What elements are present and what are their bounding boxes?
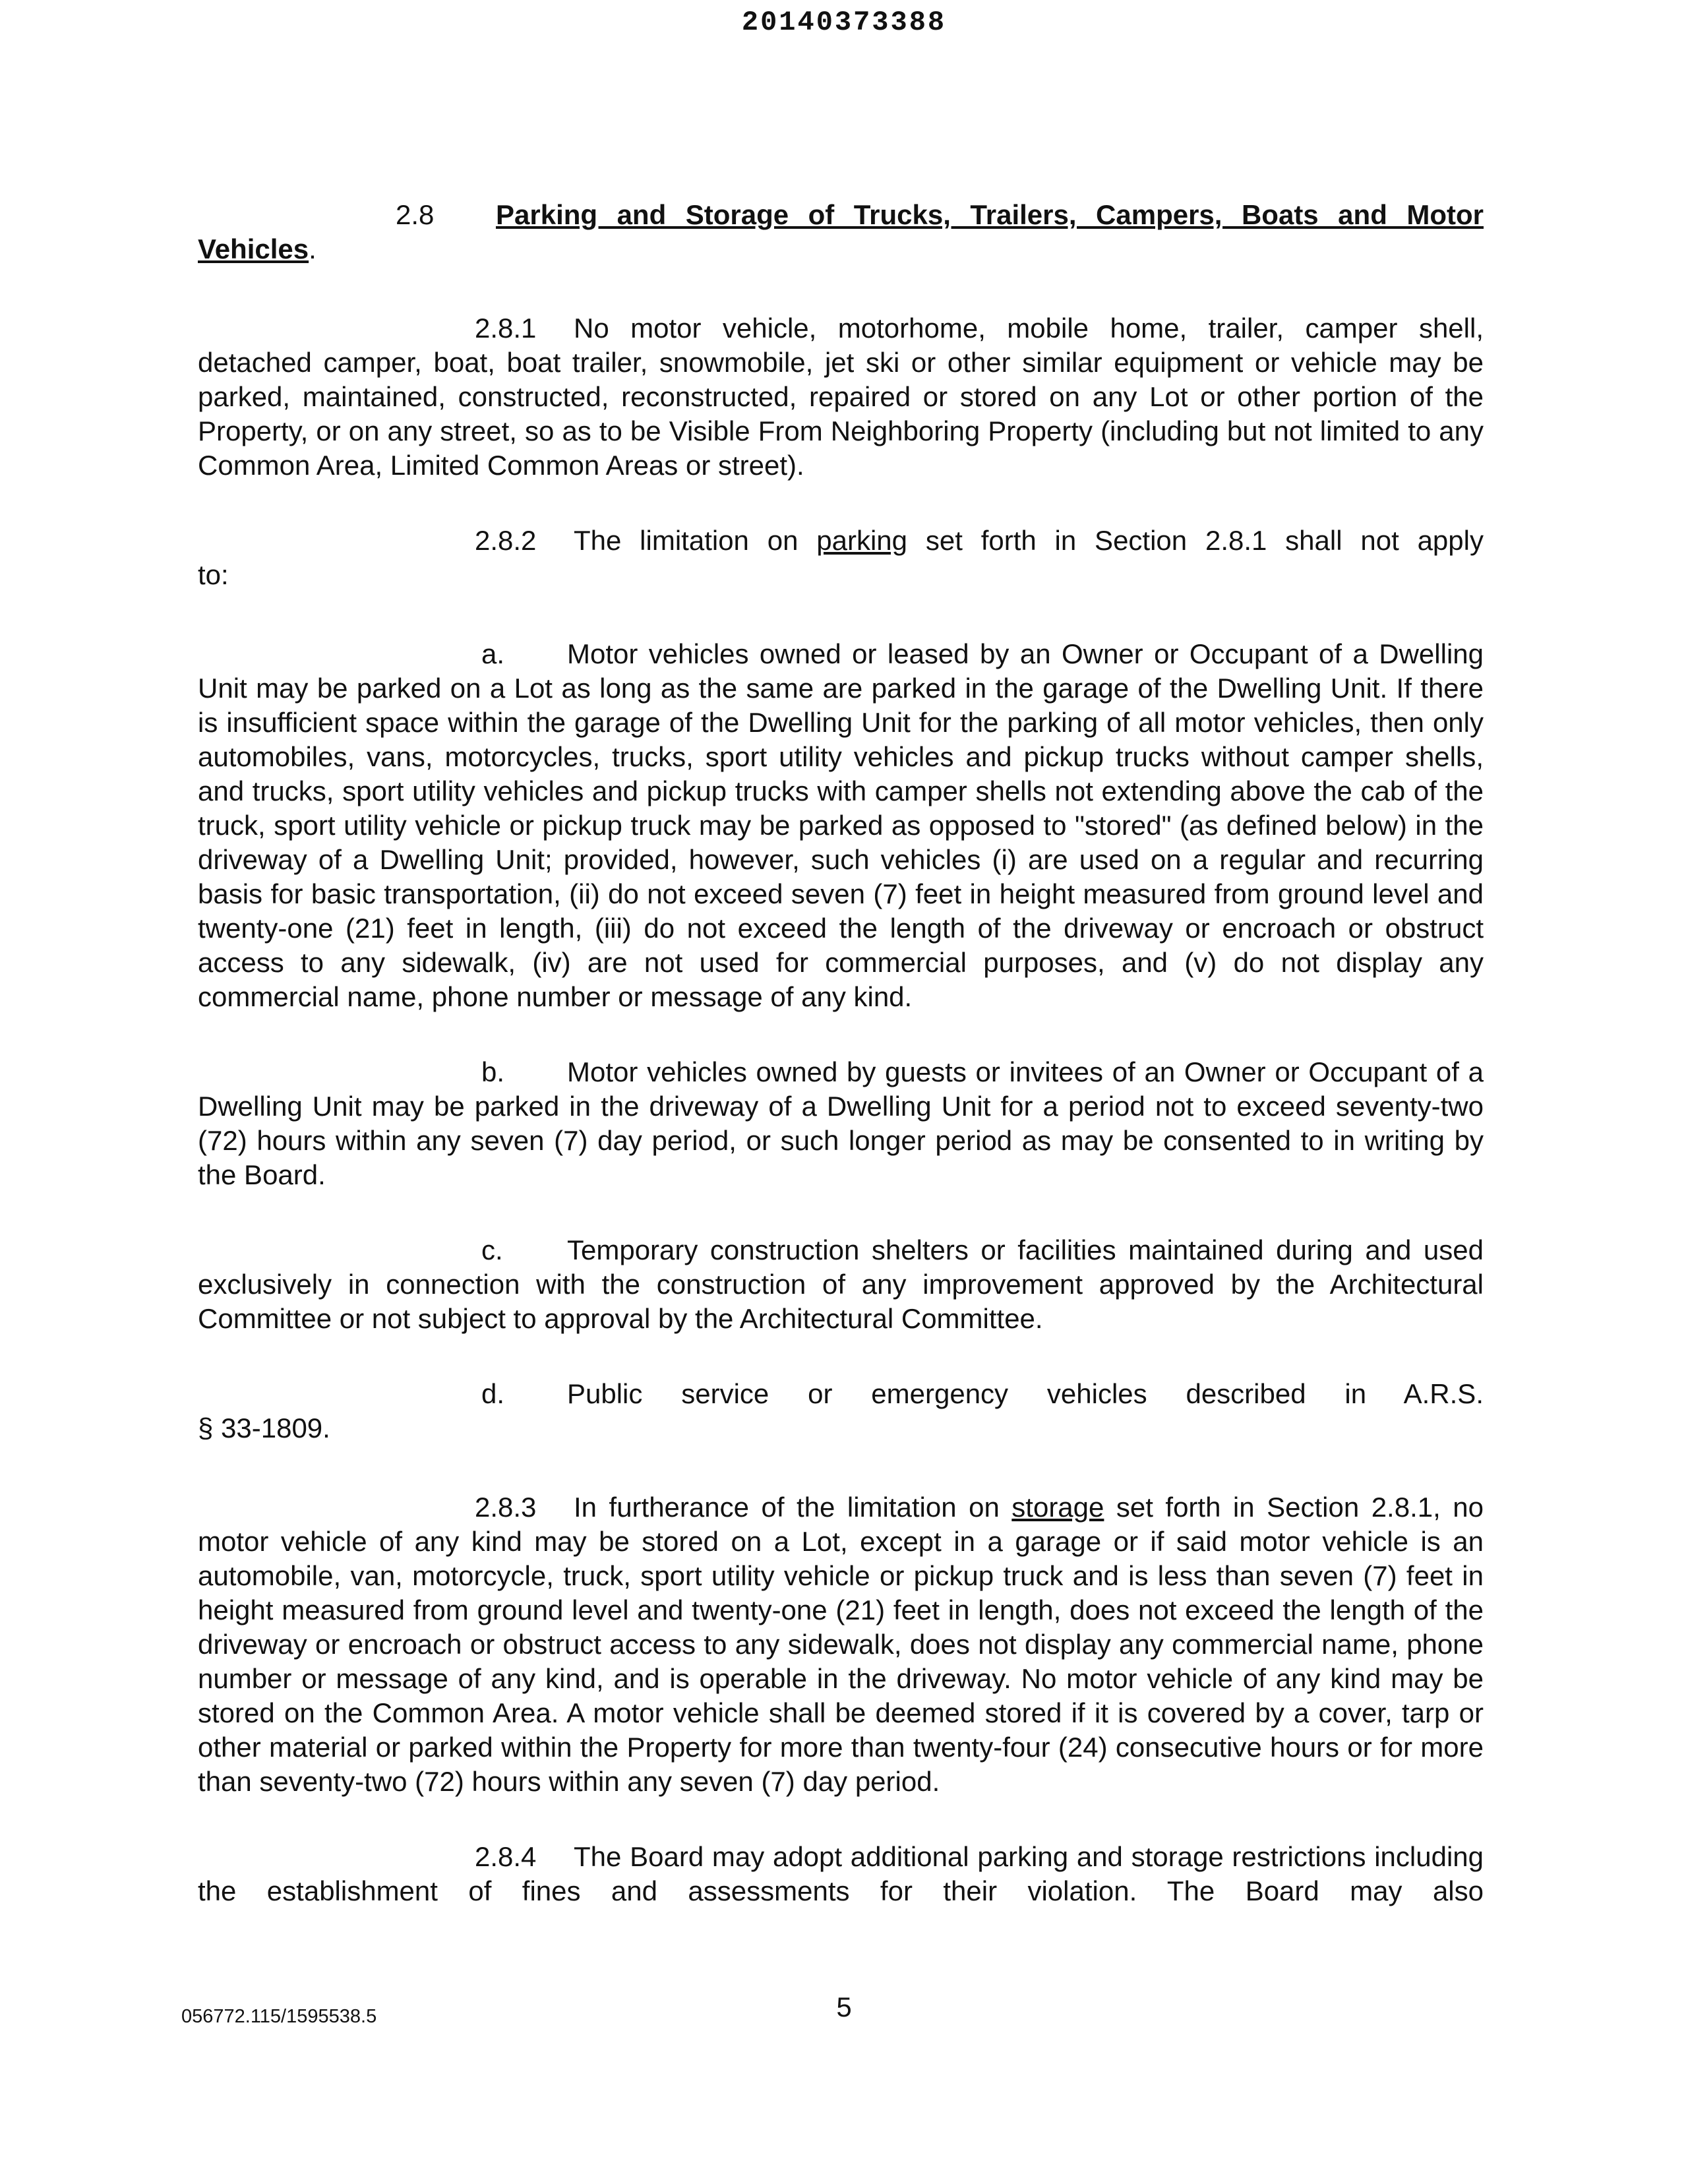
- list-item-b: [198, 1055, 1484, 1192]
- item-label: d.: [481, 1378, 505, 1409]
- item-text: Motor vehicles owned or leased by an Owner or Occupant of a Dwelling Unit may be parked on a Lot as long as the same are parked in the garage of the Dwelling Unit. If there is insufficient space within the garage of the Dwelling Unit for the parking of all motor vehicles, then only automobiles, vans, motorcycles, trucks, sport utility vehicles and pickup trucks without camper shells, and trucks, sport utility vehicles and pickup trucks with camper shells not extending above the cab of the truck, sport utility vehicle or pickup truck may be parked as opposed to "stored" (as defined below) in the driveway of a Dwelling Unit; provided, however, such vehicles (i) are used on a regular and recurring basis for basic transportation, (ii) do not exceed seven (7) feet in height measured from ground level and twenty-one (21) feet in length, (iii) do not exceed the length of the driveway or encroach or obstruct access to any sidewalk, (iv) are not used for commercial purposes, and (v) do not display any commercial name, phone number or message of any kind.: [198, 638, 1484, 1012]
- paragraph-2-8-2: [198, 524, 1484, 558]
- paragraph-2-8-4: [198, 1840, 1484, 1908]
- paragraph-number: 2.8.4: [475, 1841, 537, 1872]
- item-text: Motor vehicles owned by guests or invitees of an Owner or Occupant of a Dwelling Unit may be parked in the driveway of a Dwelling Unit for a period not to exceed seventy-two (72) hours within any seven (7) day period, or such longer period as may be consented to in writing by the Board.: [198, 1056, 1484, 1190]
- paragraph-text-after: set forth in Section 2.8.1, no motor vehicle of any kind may be stored on a Lot, except in a garage or if said motor vehicle is an automobile, van, motorcycle, truck, sport utility vehicle or pickup truck and is less than seven (7) feet in height measured from ground level and twenty-one (21) feet in length, does not exceed the length of the driveway or encroach or obstruct access to any sidewalk, does not display any commercial name, phone number or message of any kind, and is operable in the driveway. No motor vehicle of any kind may be stored on the Common Area. A motor vehicle shall be deemed stored if it is covered by a cover, tarp or other material or parked within the Property for more than twenty-four (24) consecutive hours or for more than seventy-two (72) hours within any seven (7) day period.: [198, 1492, 1484, 1797]
- document-body: [198, 198, 1484, 1908]
- list-item-d: [198, 1377, 1484, 1411]
- underlined-term-storage: storage: [1011, 1492, 1104, 1523]
- list-item-d-continuation: § 33-1809.: [198, 1412, 330, 1443]
- paragraph-2-8-1: [198, 311, 1484, 483]
- paragraph-number: 2.8.3: [475, 1492, 537, 1523]
- paragraph-text-before: The limitation on: [574, 525, 817, 556]
- item-label: a.: [481, 638, 505, 669]
- item-label: c.: [481, 1234, 503, 1265]
- list-item-c: [198, 1233, 1484, 1336]
- document-id: 056772.115/1595538.5: [181, 2006, 377, 2027]
- paragraph-number: 2.8.2: [475, 525, 537, 556]
- section-title-continuation: [198, 232, 1484, 266]
- section-heading-line: [198, 198, 1484, 232]
- document-number: 20140373388: [741, 7, 947, 38]
- paragraph-2-8-2-line: [475, 524, 1484, 558]
- item-label: b.: [481, 1056, 505, 1087]
- list-item-a: [198, 637, 1484, 1014]
- paragraph-text: The Board may adopt additional parking and storage restrictions including the establishment of fines and assessments for their violation. The Board may also: [198, 1841, 1484, 1906]
- section-title: Parking and Storage of Trucks, Trailers, Campers, Boats and Motor: [496, 199, 1484, 230]
- paragraph-text-before: In furtherance of the limitation on: [574, 1492, 1012, 1523]
- section-title-word: Vehicles: [198, 233, 309, 264]
- underlined-term-parking: parking: [816, 525, 908, 556]
- item-text: Temporary construction shelters or facilities maintained during and used exclusively in connection with the construction of any improvement approved by the Architectural Committee or not subject to approval by the Architectural Committee.: [198, 1234, 1484, 1334]
- section-number: 2.8: [396, 199, 435, 230]
- item-text: Public service or emergency vehicles described in A.R.S.: [567, 1378, 1484, 1409]
- paragraph-text-after: set forth in Section 2.8.1 shall not apply: [907, 525, 1484, 556]
- list-item-d-line: [481, 1377, 1484, 1411]
- section-title-period: .: [309, 233, 316, 264]
- page-number: 5: [836, 1991, 852, 2022]
- paragraph-2-8-3: [198, 1490, 1484, 1799]
- paragraph-text: No motor vehicle, motorhome, mobile home, trailer, camper shell, detached camper, boat, boat trailer, snowmobile, jet ski or other similar equipment or vehicle may be parked, maintained, constructed, reconstructed, repaired or stored on any Lot or other portion of the Property, or on any street, so as to be Visible From Neighboring Property (including but not limited to any Common Area, Limited Common Areas or street).: [198, 313, 1484, 481]
- paragraph-number: 2.8.1: [475, 313, 537, 344]
- paragraph-2-8-2-continuation: to:: [198, 559, 229, 590]
